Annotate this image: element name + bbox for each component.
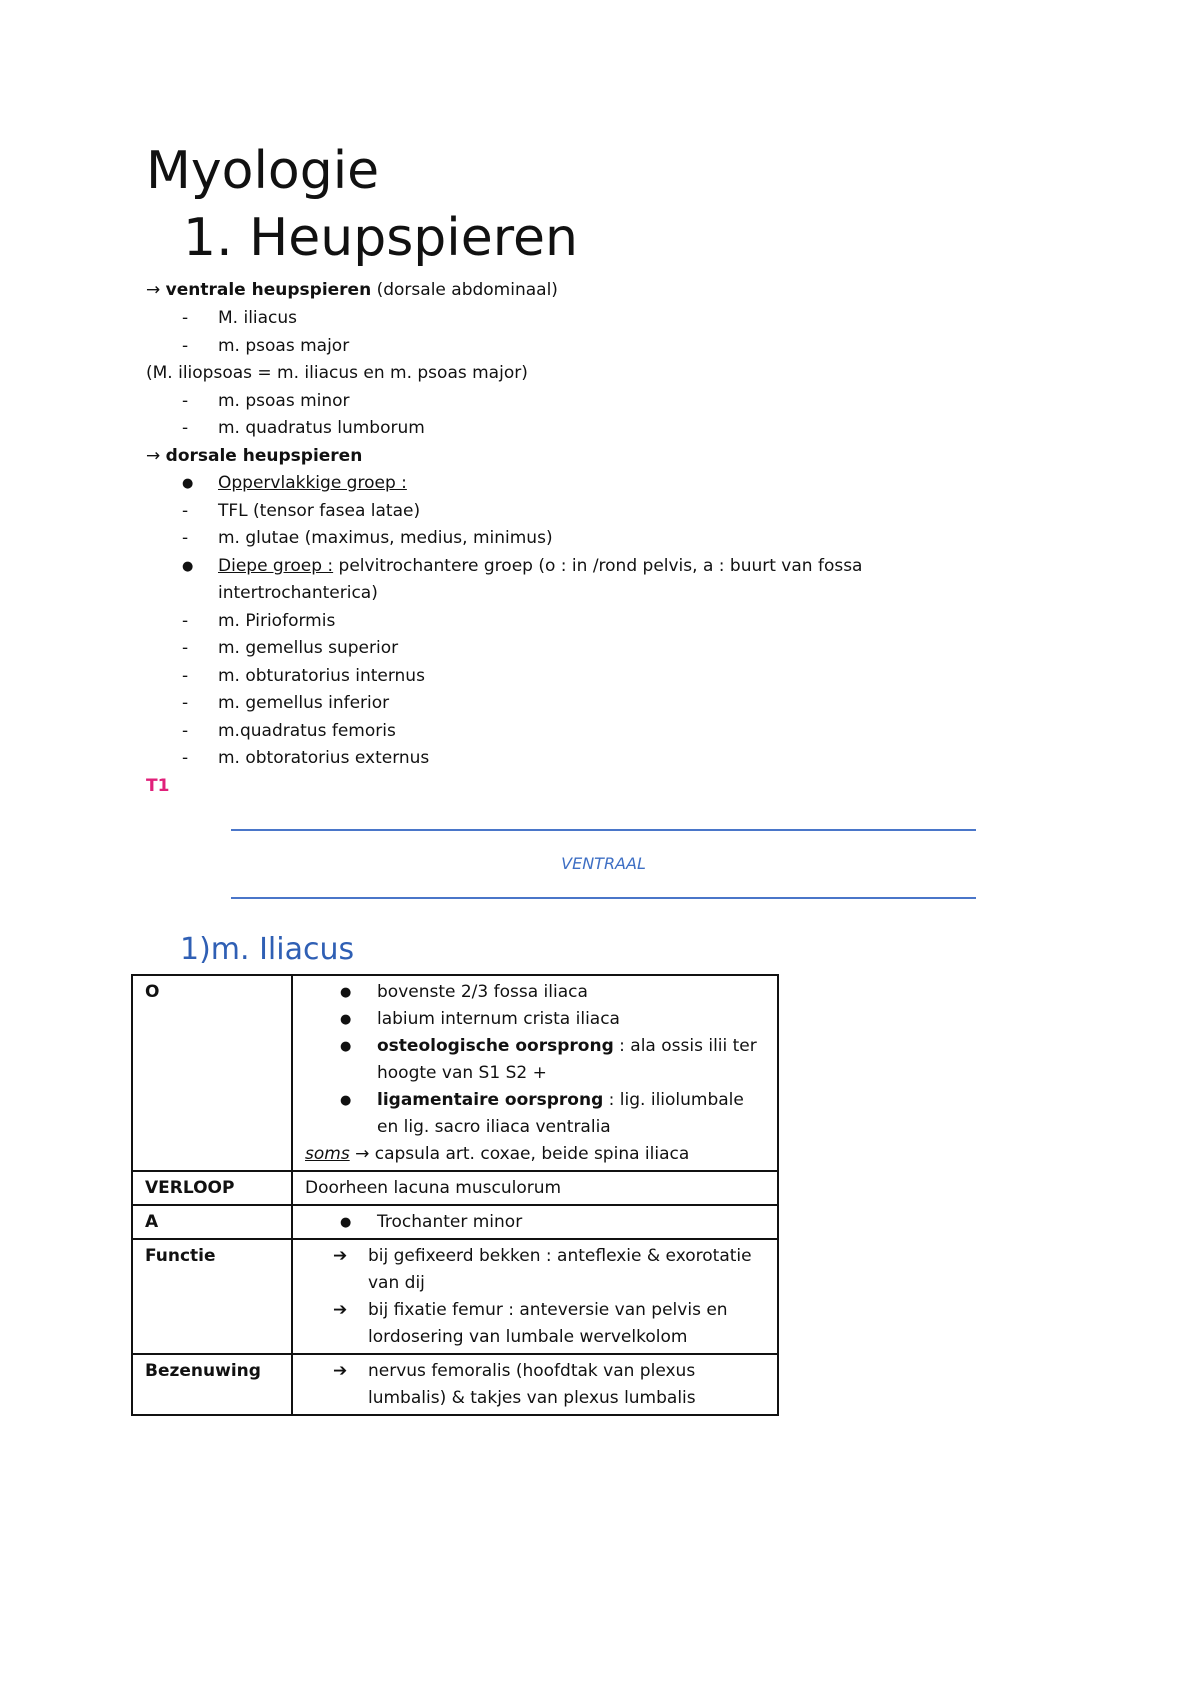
row-key: VERLOOP [132, 1171, 292, 1205]
dash-marker: - [182, 721, 189, 741]
bullet-icon: ● [340, 1012, 352, 1027]
arrow-icon: → [146, 446, 161, 466]
document-title: Myologie [146, 141, 380, 201]
list-item: ➔ nervus femoralis (hoofdtak van plexus lumbalis) & takjes van plexus lumbalis [305, 1358, 769, 1412]
soms-note: soms → capsula art. coxae, beide spina iliaca [305, 1144, 690, 1164]
list-item: ● Trochanter minor [305, 1209, 769, 1236]
dash-marker: - [182, 336, 189, 356]
dash-marker: - [182, 666, 189, 686]
row-key: A [132, 1205, 292, 1239]
heading-heupspieren: 1. Heupspieren [183, 208, 578, 268]
dash-marker: - [182, 638, 189, 658]
dash-marker: - [182, 501, 189, 521]
iliopsoas-note: (M. iliopsoas = m. iliacus en m. psoas major) [146, 363, 528, 383]
dash-marker: - [182, 391, 189, 411]
row-value [292, 1239, 778, 1354]
arrow-icon: → [146, 280, 161, 300]
bullet-icon: ● [340, 1039, 352, 1054]
heading-iliacus: 1)m. Iliacus [180, 932, 355, 967]
bullet-icon: ● [340, 985, 352, 1000]
ventral-note: (dorsale abdominaal) [371, 280, 558, 300]
divider-bottom [231, 897, 976, 899]
list-item: ● labium internum crista iliaca [305, 1006, 769, 1033]
list-item: ➔ bij fixatie femur : anteversie van pelvis en lordosering van lumbale wervelkolom [305, 1297, 769, 1351]
list-item: ➔ bij gefixeerd bekken : anteflexie & exorotatie van dij [305, 1243, 769, 1297]
row-key: Bezenuwing [132, 1354, 292, 1415]
bullet-icon: ● [182, 476, 194, 491]
row-value [292, 1205, 778, 1239]
dash-marker: - [182, 308, 189, 328]
bullet-icon: ● [340, 1215, 352, 1230]
arrow-icon: ➔ [333, 1361, 348, 1381]
row-key: O [132, 975, 292, 1171]
table-row [132, 1205, 778, 1239]
table-row [132, 1171, 778, 1205]
section-label: VENTRAAL [561, 854, 646, 873]
dash-marker: - [182, 611, 189, 631]
table-row [132, 1354, 778, 1415]
dash-marker: - [182, 528, 189, 548]
dash-marker: - [182, 748, 189, 768]
tag-label: T1 [146, 776, 170, 796]
dorsal-heading [146, 443, 362, 470]
ventral-heading [146, 277, 558, 304]
dash-marker: - [182, 693, 189, 713]
table-row [132, 975, 778, 1171]
row-value: Doorheen lacuna musculorum [292, 1171, 778, 1205]
document-page: Myologie 1. Heupspieren → ventrale heupspieren (dorsale abdominaal) - M. iliacus - m. psoas major (M. iliopsoas = m. iliacus en m. psoas major) - m. psoas minor - m. quadratus lumborum → dorsale heupspieren ● Oppervlakkige groep : - TFL (tensor fasea latae) - m. glutae (maximus, medius, minimus) ● Diepe groep : pelvitrochantere groep (o : in /rond pelvis, a : buurt van fossa intertrochanterica) - m. Pirioformis - m. gemellus superior - m. obturatorius internus - m. gemellus inferior - m.quadratus femoris - m. obtoratorius externus T1 VENTRAAL 1)m. Iliacus O ● bovenste 2/3 fossa iliaca ● labium internum crista iliaca ● osteologische oorsprong : ala ossis ilii ter hoogte van S1 S2 + ● ligamentaire oorsprong : lig. iliolumbale en lig. sacro iliaca ventralia soms → capsula art. coxae, beide spina iliaca VERLOOP Doorheen lacuna musculorum A ● Trochanter minor Functie ➔ bij gefixeerd bekken : anteflexie & exorotatie van dij ➔ bij fixatie femur : anteversie van pelvis en lordosering van lumbale wervelkolom Bezenuwing ➔ nervus femoralis (hoofdtak van plexus lumbalis) & takjes van plexus lumbalis [0, 0, 1200, 1698]
arrow-icon: → [355, 1144, 370, 1164]
row-key: Functie [132, 1239, 292, 1354]
arrow-icon: ➔ [333, 1246, 348, 1266]
row-value [292, 975, 778, 1171]
arrow-icon: ➔ [333, 1300, 348, 1320]
list-item: ● ligamentaire oorsprong : lig. iliolumbale en lig. sacro iliaca ventralia [305, 1087, 769, 1141]
row-value [292, 1354, 778, 1415]
bullet-icon: ● [182, 559, 194, 574]
ventral-label: ventrale heupspieren [165, 280, 372, 300]
table-row [132, 1239, 778, 1354]
dorsal-label: dorsale heupspieren [165, 446, 363, 466]
bullet-icon: ● [340, 1093, 352, 1108]
dash-marker: - [182, 418, 189, 438]
list-item: ● bovenste 2/3 fossa iliaca [305, 979, 769, 1006]
iliacus-table [131, 974, 779, 1416]
divider-top [231, 829, 976, 831]
list-item: ● osteologische oorsprong : ala ossis ilii ter hoogte van S1 S2 + [305, 1033, 769, 1087]
